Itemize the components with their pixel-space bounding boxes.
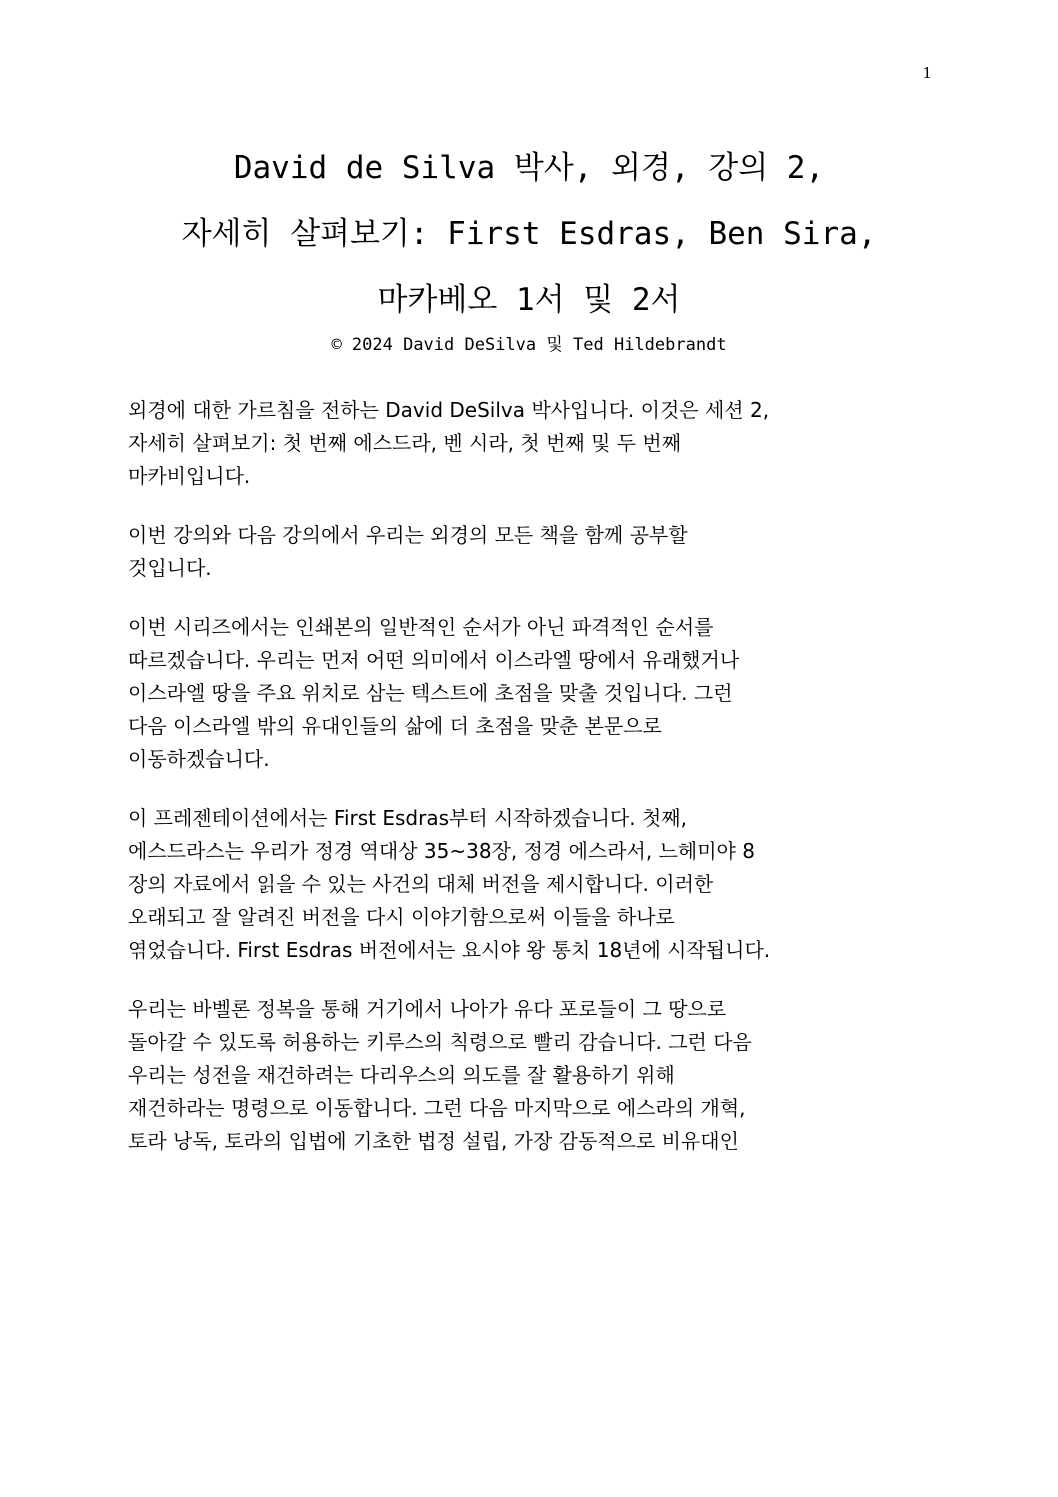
text-line: 토라 낭독, 토라의 입법에 기초한 법정 설립, 가장 감동적으로 비유대인 [128,1129,739,1153]
text-line: 다음 이스라엘 밖의 유대인들의 삶에 더 초점을 맞춘 본문으로 [128,714,662,738]
paragraph [128,394,928,493]
text-line: 것입니다. [128,556,212,580]
text-line: 장의 자료에서 읽을 수 있는 사건의 대체 버전을 제시합니다. 이러한 [128,872,714,896]
text-line: 돌아갈 수 있도록 허용하는 키루스의 칙령으로 빨리 감습니다. 그런 다음 [128,1030,752,1054]
copyright-notice: © 2024 David DeSilva 및 Ted Hildebrandt [331,335,727,355]
paragraph [128,993,928,1158]
text-line: 우리는 바벨론 정복을 통해 거기에서 나아가 유다 포로들이 그 땅으로 [128,997,727,1021]
text-line: 이번 시리즈에서는 인쇄본의 일반적인 순서가 아닌 파격적인 순서를 [128,615,714,639]
title-line: 자세히 살펴보기: First Esdras, Ben Sira, [181,216,877,252]
text-line: 자세히 살펴보기: 첫 번째 에스드라, 벤 시라, 첫 번째 및 두 번째 [128,431,682,455]
text-line: 외경에 대한 가르침을 전하는 David DeSilva 박사입니다. 이것은 세션 2, [128,398,770,422]
body-text [128,394,928,1184]
text-line: 재건하라는 명령으로 이동합니다. 그런 다음 마지막으로 에스라의 개혁, [128,1096,746,1120]
document-title [90,135,968,333]
title-line: David de Silva 박사, 외경, 강의 2, [233,150,825,186]
text-line: 이스라엘 땅을 주요 위치로 삼는 텍스트에 초점을 맞출 것입니다. 그런 [128,681,733,705]
text-line: 에스드라스는 우리가 정경 역대상 35~38장, 정경 에스라서, 느헤미야 8 [128,839,755,863]
paragraph [128,611,928,776]
page-number: 1 [922,64,932,82]
text-line: 엮었습니다. First Esdras 버전에서는 요시야 왕 통치 18년에 시작됩니다. [128,938,771,962]
text-line: 이동하겠습니다. [128,747,270,771]
text-line: 이 프레젠테이션에서는 First Esdras부터 시작하겠습니다. 첫째, [128,806,687,830]
text-line: 우리는 성전을 재건하려는 다리우스의 의도를 잘 활용하기 위해 [128,1063,675,1087]
text-line: 오래되고 잘 알려진 버전을 다시 이야기함으로써 이들을 하나로 [128,905,675,929]
text-line: 이번 강의와 다음 강의에서 우리는 외경의 모든 책을 함께 공부할 [128,523,688,547]
paragraph [128,802,928,967]
text-line: 마카비입니다. [128,464,251,488]
text-line: 따르겠습니다. 우리는 먼저 어떤 의미에서 이스라엘 땅에서 유래했거나 [128,648,740,672]
title-line: 마카베오 1서 및 2서 [377,282,681,318]
paragraph [128,519,928,585]
